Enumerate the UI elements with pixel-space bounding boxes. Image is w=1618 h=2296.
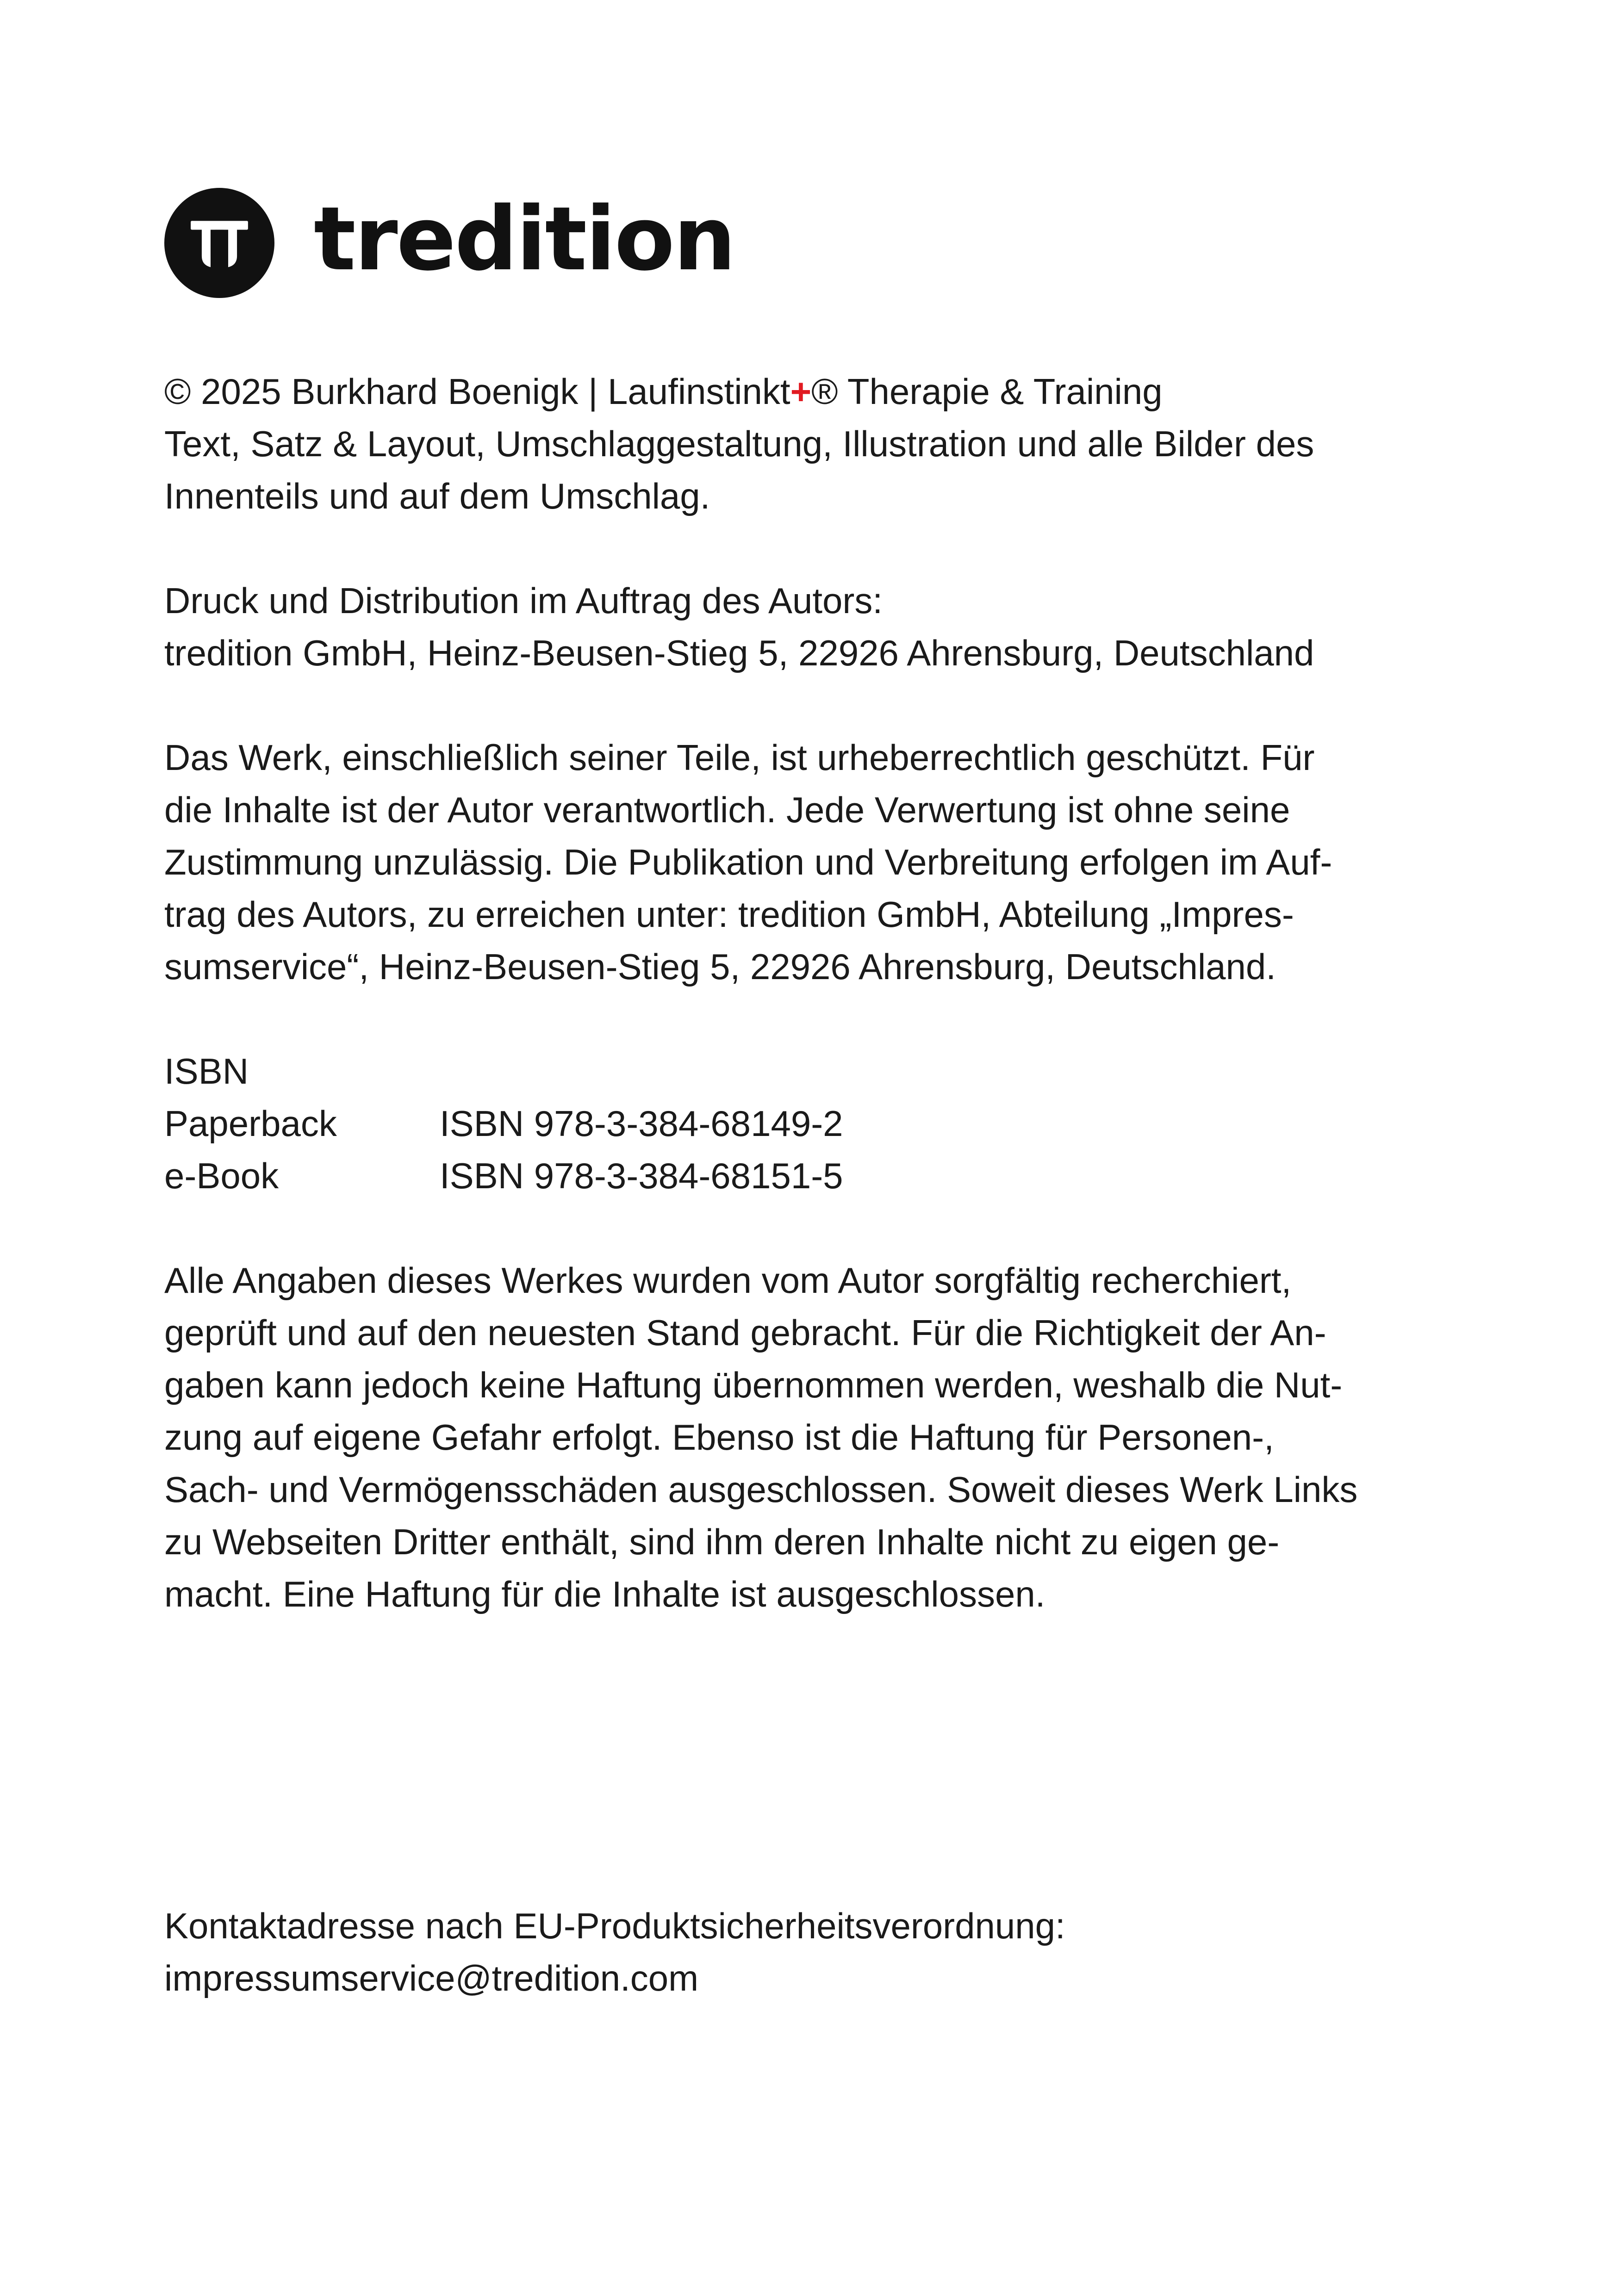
contact-label: Kontaktadresse nach EU-Produktsicherheitsverordnung: [164, 1905, 1065, 1946]
disclaimer-block [164, 1254, 1456, 1620]
print-block [164, 575, 1456, 679]
spacer [164, 993, 1456, 1045]
publisher-logo [164, 187, 734, 298]
imprint-content [164, 366, 1456, 1620]
copyright-block [164, 366, 1456, 522]
credits-line-2: Innenteils und auf dem Umschlag. [164, 476, 710, 516]
rights-block [164, 732, 1456, 993]
disclaimer-line: Alle Angaben dieses Werkes wurden vom Autor sorgfältig recherchiert, [164, 1260, 1292, 1301]
tredition-logo-icon [164, 188, 274, 298]
disclaimer-line: macht. Eine Haftung für die Inhalte ist ausgeschlossen. [164, 1574, 1045, 1614]
isbn-format: e-Book [164, 1155, 279, 1196]
isbn-heading: ISBN [164, 1051, 249, 1092]
spacer [164, 1202, 1456, 1254]
rights-line: die Inhalte ist der Autor verantwortlich. Jede Verwertung ist ohne seine [164, 789, 1290, 830]
isbn-row-ebook [164, 1150, 1456, 1202]
isbn-row-paperback [164, 1098, 1456, 1150]
isbn-number: ISBN 978-3-384-68149-2 [440, 1103, 843, 1144]
disclaimer-line: zu Webseiten Dritter enthält, sind ihm deren Inhalte nicht zu eigen ge- [164, 1521, 1280, 1562]
isbn-format: Paperback [164, 1103, 337, 1144]
disclaimer-line: Sach- und Vermögensschäden ausgeschlossen. Soweit dieses Werk Links [164, 1469, 1358, 1510]
copyright-symbol: © [164, 371, 191, 412]
disclaimer-line: zung auf eigene Gefahr erfolgt. Ebenso ist die Haftung für Personen-, [164, 1417, 1274, 1458]
copyright-author: Burkhard Boenigk [291, 371, 579, 412]
copyright-line [164, 366, 1456, 418]
brand-suffix: Therapie & Training [847, 371, 1163, 412]
disclaimer-line: geprüft und auf den neuesten Stand gebracht. Für die Richtigkeit der An- [164, 1312, 1326, 1353]
rights-line: sumservice“, Heinz-Beusen-Stieg 5, 22926 Ahrensburg, Deutschland. [164, 946, 1276, 987]
spacer [164, 522, 1456, 575]
brand-plus: + [790, 371, 812, 412]
brand-name: Laufinstinkt [608, 371, 790, 412]
copyright-year: 2025 [201, 371, 281, 412]
disclaimer-line: gaben kann jedoch keine Haftung übernommen werden, weshalb die Nut- [164, 1365, 1343, 1405]
rights-line: Das Werk, einschließlich seiner Teile, ist urheberrechtlich geschützt. Für [164, 737, 1315, 778]
contact-email: impressumservice@tredition.com [164, 1958, 699, 1998]
rights-line: trag des Autors, zu erreichen unter: tredition GmbH, Abteilung „Impres- [164, 894, 1294, 935]
contact-block [164, 1900, 1065, 2004]
isbn-block [164, 1045, 1456, 1202]
publisher-name: tredition [314, 188, 735, 290]
print-line-1: Druck und Distribution im Auftrag des Autors: [164, 580, 883, 621]
brand-registered: ® [811, 371, 838, 412]
print-line-2: tredition GmbH, Heinz-Beusen-Stieg 5, 22926 Ahrensburg, Deutschland [164, 633, 1314, 673]
rights-line: Zustimmung unzulässig. Die Publikation und Verbreitung erfolgen im Auf- [164, 842, 1332, 882]
isbn-number: ISBN 978-3-384-68151-5 [440, 1155, 843, 1196]
credits-line-1: Text, Satz & Layout, Umschlaggestaltung, Illustration und alle Bilder des [164, 423, 1314, 464]
spacer [164, 679, 1456, 732]
copyright-separator: | [588, 371, 598, 412]
